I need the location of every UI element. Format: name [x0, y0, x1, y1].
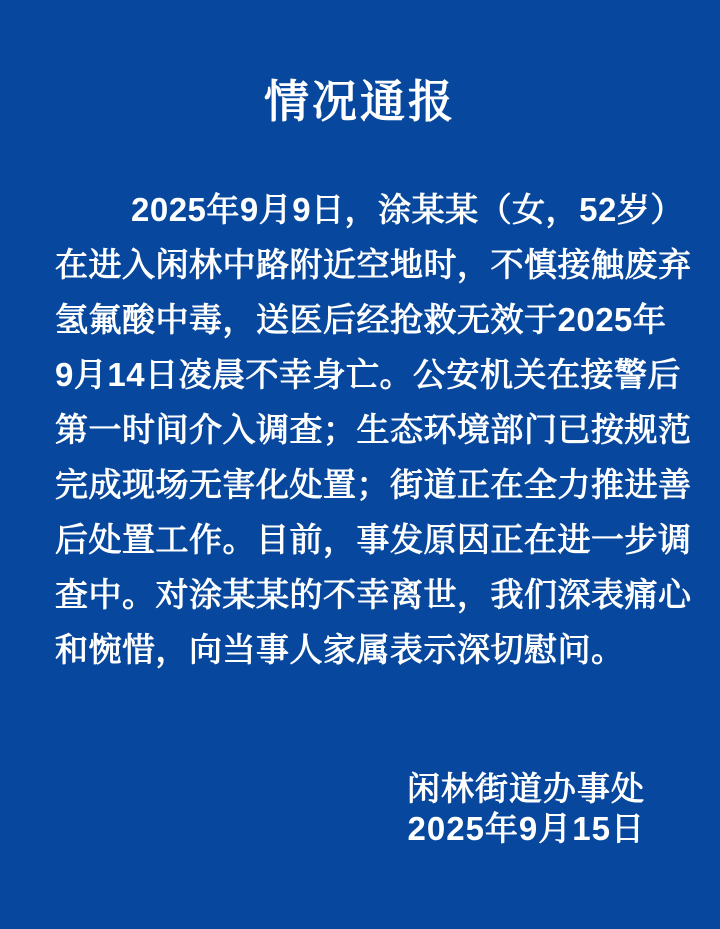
signature-org: 闲林街道办事处 — [407, 770, 645, 807]
body-line: 9月14日凌晨不幸身亡。公安机关在接警后 — [55, 356, 682, 393]
body-line: 后处置工作。目前，事发原因正在进一步调 — [55, 521, 692, 558]
notice-body — [55, 182, 692, 677]
body-line: 和惋惜，向当事人家属表示深切慰问。 — [55, 631, 625, 668]
signature-date: 2025年9月15日 — [407, 810, 645, 847]
body-line: 第一时间介入调查；生态环境部门已按规范 — [55, 411, 692, 448]
body-line: 在进入闲林中路附近空地时，不慎接触废弃 — [55, 246, 692, 283]
body-line: 2025年9月9日，涂某某（女，52岁） — [131, 191, 684, 228]
signature-block — [0, 769, 645, 849]
body-line: 氢氟酸中毒，送医后经抢救无效于2025年 — [55, 301, 667, 338]
body-line: 查中。对涂某某的不幸离世，我们深表痛心 — [55, 576, 692, 613]
body-line: 完成现场无害化处置；街道正在全力推进善 — [55, 466, 692, 503]
notice-title: 情况通报 — [263, 76, 456, 127]
